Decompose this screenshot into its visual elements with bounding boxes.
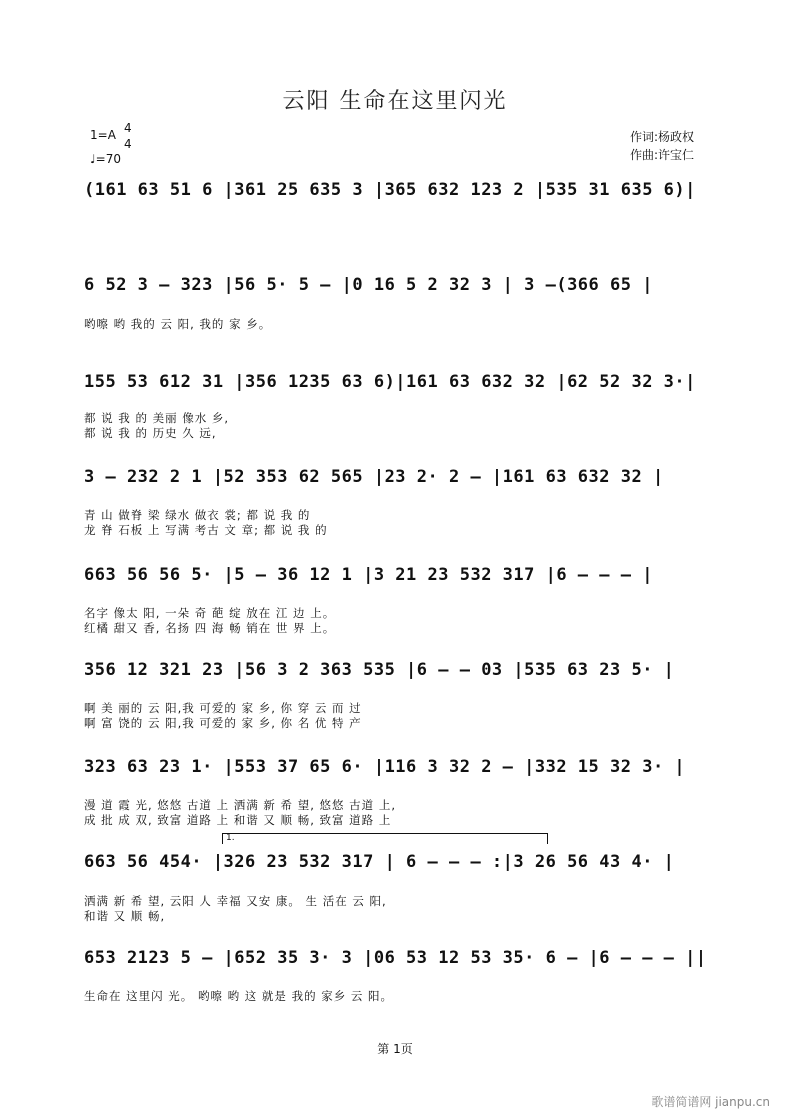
lyric-line: 青 山 做脊 梁 绿水 做衣 裳; 都 说 我 的 xyxy=(84,508,311,522)
lyric-line: 啊 美 丽的 云 阳,我 可爱的 家 乡, 你 穿 云 而 过 xyxy=(84,701,362,715)
score-row-3 xyxy=(84,372,724,402)
lyric-line: 红橘 甜又 香, 名扬 四 海 畅 销在 世 界 上。 xyxy=(84,621,336,635)
meter-bottom: 4 xyxy=(124,137,132,151)
score-row-2 xyxy=(84,275,724,305)
lyricist-credit: 作词:杨政权 xyxy=(630,130,695,144)
notes-line: 653 2123 5 — |652 35 3· 3 |06 53 12 53 35· 6 — |6 — — — || xyxy=(84,948,707,968)
page-number: 第 1页 xyxy=(377,1042,413,1056)
lyric-line: 和谐 又 顺 畅, xyxy=(84,909,166,923)
score-row-1 xyxy=(84,180,724,210)
notes-line: 323 63 23 1· |553 37 65 6· |116 3 32 2 — |332 15 32 3· | xyxy=(84,757,686,777)
notes-line: 155 53 612 31 |356 1235 63 6)|161 63 632 32 |62 52 32 3·| xyxy=(84,372,696,392)
lyric-line: 生命在 这里闪 光。 哟嚓 哟 这 就是 我的 家乡 云 阳。 xyxy=(84,989,394,1003)
notes-line: 3 — 232 2 1 |52 353 62 565 |23 2· 2 — |161 63 632 32 | xyxy=(84,467,664,487)
lyric-line: 名字 像太 阳, 一朵 奇 葩 绽 放在 江 边 上。 xyxy=(84,606,336,620)
score-row-4 xyxy=(84,467,724,497)
score-row-6 xyxy=(84,660,724,690)
meter-top: 4 xyxy=(124,121,132,135)
song-title: 云阳 生命在这里闪光 xyxy=(282,89,508,114)
lyric-line: 洒满 新 希 望, 云阳 人 幸福 又安 康。 生 活在 云 阳, xyxy=(84,894,387,908)
lyric-line: 都 说 我 的 美丽 像水 乡, xyxy=(84,411,230,425)
notes-line: (161 63 51 6 |361 25 635 3 |365 632 123 2 |535 31 635 6)| xyxy=(84,180,696,200)
lyric-line: 成 批 成 双, 致富 道路 上 和谐 又 顺 畅, 致富 道路 上 xyxy=(84,813,392,827)
score-row-9 xyxy=(84,948,724,978)
lyric-line: 漫 道 霞 光, 悠悠 古道 上 洒满 新 希 望, 悠悠 古道 上, xyxy=(84,798,396,812)
key-signature: 1=A xyxy=(90,128,116,142)
time-signature xyxy=(124,120,132,152)
notes-line: 663 56 56 5· |5 — 36 12 1 |3 21 23 532 317 |6 — — — | xyxy=(84,565,653,585)
watermark: 歌谱简谱网 jianpu.cn xyxy=(651,1095,770,1109)
score-row-5 xyxy=(84,565,724,595)
lyric-line: 哟嚓 哟 我的 云 阳, 我的 家 乡。 xyxy=(84,317,272,331)
lyric-line: 龙 脊 石板 上 写满 考古 文 章; 都 说 我 的 xyxy=(84,523,328,537)
lyric-line: 啊 富 饶的 云 阳,我 可爱的 家 乡, 你 名 优 特 产 xyxy=(84,716,362,730)
score-row-8 xyxy=(84,852,724,882)
notes-line: 663 56 454· |326 23 532 317 | 6 — — — :|3 26 56 43 4· | xyxy=(84,852,675,872)
notes-line: 356 12 321 23 |56 3 2 363 535 |6 — — 03 |535 63 23 5· | xyxy=(84,660,675,680)
lyric-line: 都 说 我 的 历史 久 远, xyxy=(84,426,217,440)
tempo-marking: ♩=70 xyxy=(90,152,121,166)
notes-line: 6 52 3 — 323 |56 5· 5 — |0 16 5 2 32 3 | 3 —(366 65 | xyxy=(84,275,653,295)
volta-label: 1. xyxy=(226,833,235,843)
first-ending-bracket xyxy=(222,833,548,844)
composer-credit: 作曲:许宝仁 xyxy=(630,148,695,162)
score-row-7 xyxy=(84,757,724,787)
